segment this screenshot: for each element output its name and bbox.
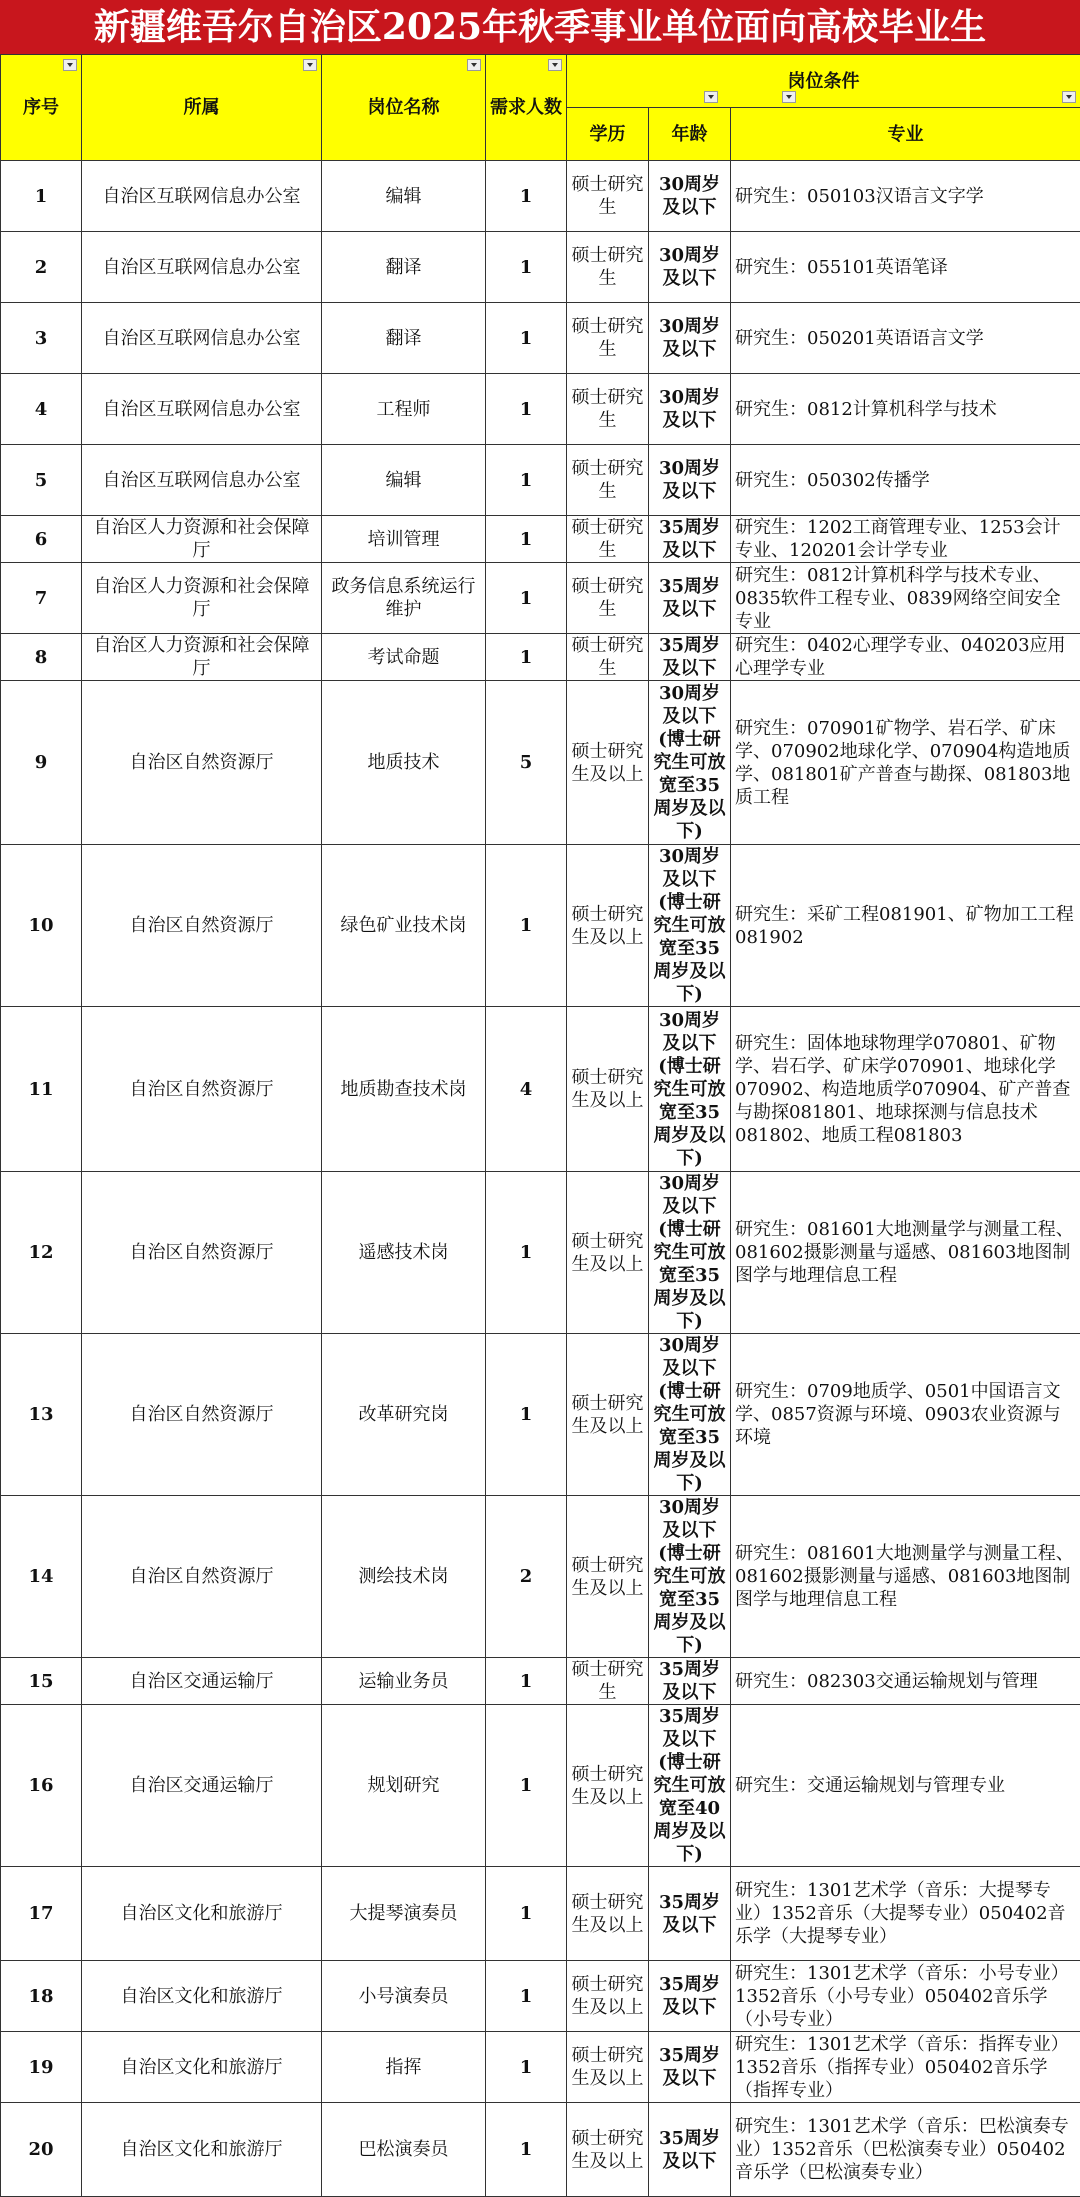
- cell-education: 硕士研究生及以上: [567, 1172, 649, 1334]
- cell-seq: 13: [1, 1334, 82, 1496]
- cell-count: 1: [486, 1658, 567, 1705]
- cell-count: 1: [486, 634, 567, 681]
- cell-education: 硕士研究生及以上: [567, 1007, 649, 1172]
- cell-education: 硕士研究生: [567, 374, 649, 445]
- cell-dept: 自治区互联网信息办公室: [82, 374, 322, 445]
- cell-age: 30周岁及以下: [649, 161, 731, 232]
- cell-age: 30周岁及以下: [649, 303, 731, 374]
- table-row: [1, 1867, 1080, 1961]
- table-row: [1, 445, 1080, 516]
- table-row: [1, 2032, 1080, 2103]
- cell-post: 遥感技术岗: [322, 1172, 486, 1334]
- filter-dropdown-icon[interactable]: [1062, 91, 1076, 103]
- cell-count: 1: [486, 2103, 567, 2197]
- cell-education: 硕士研究生及以上: [567, 1867, 649, 1961]
- cell-count: 1: [486, 374, 567, 445]
- cell-dept: 自治区互联网信息办公室: [82, 445, 322, 516]
- cell-count: 1: [486, 303, 567, 374]
- cell-education: 硕士研究生: [567, 303, 649, 374]
- cell-count: 1: [486, 516, 567, 563]
- cell-seq: 3: [1, 303, 82, 374]
- cell-post: 考试命题: [322, 634, 486, 681]
- cell-dept: 自治区自然资源厅: [82, 1007, 322, 1172]
- cell-dept: 自治区自然资源厅: [82, 1334, 322, 1496]
- table-row: [1, 1658, 1080, 1705]
- cell-seq: 10: [1, 845, 82, 1007]
- cell-major: 研究生：0812计算机科学与技术: [731, 374, 1080, 445]
- cell-post: 大提琴演奏员: [322, 1867, 486, 1961]
- cell-seq: 19: [1, 2032, 82, 2103]
- table-row: [1, 681, 1080, 845]
- cell-seq: 5: [1, 445, 82, 516]
- cell-seq: 7: [1, 563, 82, 634]
- filter-dropdown-icon[interactable]: [303, 59, 317, 71]
- cell-age: 35周岁及以下: [649, 2032, 731, 2103]
- cell-dept: 自治区交通运输厅: [82, 1705, 322, 1867]
- table-row: [1, 1172, 1080, 1334]
- cell-major: 研究生：1301艺术学（音乐：大提琴专业）1352音乐（大提琴专业）050402音乐学（大提琴专业）: [731, 1867, 1080, 1961]
- cell-education: 硕士研究生及以上: [567, 2103, 649, 2197]
- cell-count: 2: [486, 1496, 567, 1658]
- cell-major: 研究生：采矿工程081901、矿物加工工程081902: [731, 845, 1080, 1007]
- cell-age: 35周岁及以下: [649, 1961, 731, 2032]
- table-row: [1, 303, 1080, 374]
- cell-education: 硕士研究生: [567, 1658, 649, 1705]
- cell-age: 30周岁及以下(博士研究生可放宽至35周岁及以下): [649, 1172, 731, 1334]
- cell-seq: 4: [1, 374, 82, 445]
- cell-age: 30周岁及以下: [649, 374, 731, 445]
- header-age: 年龄: [649, 108, 731, 161]
- table-row: [1, 1334, 1080, 1496]
- cell-education: 硕士研究生及以上: [567, 1496, 649, 1658]
- cell-count: 1: [486, 1867, 567, 1961]
- cell-education: 硕士研究生: [567, 445, 649, 516]
- cell-count: 1: [486, 2032, 567, 2103]
- cell-education: 硕士研究生及以上: [567, 1961, 649, 2032]
- job-table: [0, 54, 1080, 2197]
- cell-age: 30周岁及以下(博士研究生可放宽至35周岁及以下): [649, 845, 731, 1007]
- cell-seq: 20: [1, 2103, 82, 2197]
- cell-post: 改革研究岗: [322, 1334, 486, 1496]
- cell-major: 研究生：070901矿物学、岩石学、矿床学、070902地球化学、070904构造地质学、081801矿产普查与勘探、081803地质工程: [731, 681, 1080, 845]
- cell-education: 硕士研究生: [567, 516, 649, 563]
- cell-count: 1: [486, 1334, 567, 1496]
- cell-seq: 12: [1, 1172, 82, 1334]
- table-row: [1, 2103, 1080, 2197]
- cell-age: 35周岁及以下: [649, 1867, 731, 1961]
- cell-seq: 8: [1, 634, 82, 681]
- filter-dropdown-icon[interactable]: [782, 91, 796, 103]
- cell-major: 研究生：0709地质学、0501中国语言文学、0857资源与环境、0903农业资源与环境: [731, 1334, 1080, 1496]
- cell-major: 研究生：050302传播学: [731, 445, 1080, 516]
- cell-dept: 自治区人力资源和社会保障厅: [82, 634, 322, 681]
- cell-post: 测绘技术岗: [322, 1496, 486, 1658]
- cell-age: 30周岁及以下(博士研究生可放宽至35周岁及以下): [649, 1496, 731, 1658]
- cell-education: 硕士研究生: [567, 232, 649, 303]
- cell-major: 研究生：0402心理学专业、040203应用心理学专业: [731, 634, 1080, 681]
- filter-dropdown-icon[interactable]: [548, 59, 562, 71]
- cell-major: 研究生：交通运输规划与管理专业: [731, 1705, 1080, 1867]
- cell-count: 1: [486, 1705, 567, 1867]
- header-seq: 序号: [1, 55, 82, 161]
- cell-age: 35周岁及以下: [649, 516, 731, 563]
- cell-age: 30周岁及以下: [649, 232, 731, 303]
- cell-dept: 自治区自然资源厅: [82, 1172, 322, 1334]
- table-row: [1, 634, 1080, 681]
- cell-seq: 17: [1, 1867, 82, 1961]
- cell-count: 1: [486, 1961, 567, 2032]
- cell-seq: 6: [1, 516, 82, 563]
- cell-post: 规划研究: [322, 1705, 486, 1867]
- cell-post: 绿色矿业技术岗: [322, 845, 486, 1007]
- cell-major: 研究生：050103汉语言文字学: [731, 161, 1080, 232]
- cell-education: 硕士研究生及以上: [567, 2032, 649, 2103]
- cell-seq: 18: [1, 1961, 82, 2032]
- cell-education: 硕士研究生: [567, 161, 649, 232]
- header-conditions: 岗位条件: [567, 55, 1080, 108]
- cell-seq: 15: [1, 1658, 82, 1705]
- cell-count: 4: [486, 1007, 567, 1172]
- cell-major: 研究生：固体地球物理学070801、矿物学、岩石学、矿床学070901、地球化学070902、构造地质学070904、矿产普查与勘探081801、地球探测与信息技术081802、地质工程081803: [731, 1007, 1080, 1172]
- cell-count: 1: [486, 161, 567, 232]
- cell-dept: 自治区自然资源厅: [82, 681, 322, 845]
- cell-count: 1: [486, 445, 567, 516]
- header-education: 学历: [567, 108, 649, 161]
- filter-dropdown-icon[interactable]: [63, 59, 77, 71]
- cell-seq: 14: [1, 1496, 82, 1658]
- cell-post: 政务信息系统运行维护: [322, 563, 486, 634]
- cell-post: 编辑: [322, 445, 486, 516]
- table-row: [1, 1705, 1080, 1867]
- cell-age: 30周岁及以下(博士研究生可放宽至35周岁及以下): [649, 681, 731, 845]
- cell-major: 研究生：1301艺术学（音乐：巴松演奏专业）1352音乐（巴松演奏专业）050402音乐学（巴松演奏专业）: [731, 2103, 1080, 2197]
- cell-dept: 自治区文化和旅游厅: [82, 2103, 322, 2197]
- header-dept: 所属: [82, 55, 322, 161]
- header-post: 岗位名称: [322, 55, 486, 161]
- cell-dept: 自治区互联网信息办公室: [82, 161, 322, 232]
- filter-dropdown-icon[interactable]: [704, 91, 718, 103]
- cell-age: 35周岁及以下: [649, 1658, 731, 1705]
- cell-major: 研究生：081601大地测量学与测量工程、081602摄影测量与遥感、081603地图制图学与地理信息工程: [731, 1496, 1080, 1658]
- table-row: [1, 516, 1080, 563]
- cell-post: 指挥: [322, 2032, 486, 2103]
- cell-education: 硕士研究生及以上: [567, 1705, 649, 1867]
- table-row: [1, 232, 1080, 303]
- cell-count: 1: [486, 1172, 567, 1334]
- cell-major: 研究生：081601大地测量学与测量工程、081602摄影测量与遥感、081603地图制图学与地理信息工程: [731, 1172, 1080, 1334]
- cell-dept: 自治区人力资源和社会保障厅: [82, 516, 322, 563]
- cell-education: 硕士研究生: [567, 634, 649, 681]
- cell-age: 30周岁及以下: [649, 445, 731, 516]
- header-major: 专业: [731, 108, 1080, 161]
- cell-count: 1: [486, 563, 567, 634]
- cell-age: 35周岁及以下: [649, 2103, 731, 2197]
- table-row: [1, 563, 1080, 634]
- cell-dept: 自治区文化和旅游厅: [82, 1867, 322, 1961]
- cell-education: 硕士研究生: [567, 563, 649, 634]
- cell-seq: 11: [1, 1007, 82, 1172]
- cell-seq: 16: [1, 1705, 82, 1867]
- cell-major: 研究生：050201英语语言文学: [731, 303, 1080, 374]
- cell-post: 编辑: [322, 161, 486, 232]
- cell-age: 30周岁及以下(博士研究生可放宽至35周岁及以下): [649, 1334, 731, 1496]
- cell-post: 地质技术: [322, 681, 486, 845]
- cell-post: 地质勘查技术岗: [322, 1007, 486, 1172]
- table-row: [1, 845, 1080, 1007]
- cell-post: 翻译: [322, 303, 486, 374]
- cell-dept: 自治区人力资源和社会保障厅: [82, 563, 322, 634]
- cell-count: 5: [486, 681, 567, 845]
- cell-dept: 自治区文化和旅游厅: [82, 2032, 322, 2103]
- cell-dept: 自治区互联网信息办公室: [82, 303, 322, 374]
- cell-seq: 2: [1, 232, 82, 303]
- cell-post: 翻译: [322, 232, 486, 303]
- table-row: [1, 1496, 1080, 1658]
- cell-major: 研究生：082303交通运输规划与管理: [731, 1658, 1080, 1705]
- page-title: 新疆维吾尔自治区2025年秋季事业单位面向高校毕业生: [0, 0, 1080, 54]
- cell-major: 研究生：055101英语笔译: [731, 232, 1080, 303]
- header-count: 需求人数: [486, 55, 567, 161]
- cell-major: 研究生：1301艺术学（音乐：小号专业）1352音乐（小号专业）050402音乐学（小号专业）: [731, 1961, 1080, 2032]
- cell-age: 30周岁及以下(博士研究生可放宽至35周岁及以下): [649, 1007, 731, 1172]
- cell-education: 硕士研究生及以上: [567, 845, 649, 1007]
- cell-dept: 自治区交通运输厅: [82, 1658, 322, 1705]
- cell-major: 研究生：0812计算机科学与技术专业、0835软件工程专业、0839网络空间安全专业: [731, 563, 1080, 634]
- cell-education: 硕士研究生及以上: [567, 681, 649, 845]
- table-row: [1, 374, 1080, 445]
- cell-age: 35周岁及以下: [649, 634, 731, 681]
- table-row: [1, 1961, 1080, 2032]
- table-row: [1, 161, 1080, 232]
- cell-post: 小号演奏员: [322, 1961, 486, 2032]
- cell-count: 1: [486, 232, 567, 303]
- filter-dropdown-icon[interactable]: [467, 59, 481, 71]
- cell-age: 35周岁及以下(博士研究生可放宽至40周岁及以下): [649, 1705, 731, 1867]
- cell-education: 硕士研究生及以上: [567, 1334, 649, 1496]
- cell-dept: 自治区自然资源厅: [82, 845, 322, 1007]
- cell-post: 培训管理: [322, 516, 486, 563]
- cell-post: 工程师: [322, 374, 486, 445]
- cell-dept: 自治区互联网信息办公室: [82, 232, 322, 303]
- cell-seq: 9: [1, 681, 82, 845]
- cell-dept: 自治区文化和旅游厅: [82, 1961, 322, 2032]
- cell-dept: 自治区自然资源厅: [82, 1496, 322, 1658]
- cell-count: 1: [486, 845, 567, 1007]
- cell-post: 运输业务员: [322, 1658, 486, 1705]
- cell-major: 研究生：1301艺术学（音乐：指挥专业）1352音乐（指挥专业）050402音乐学（指挥专业）: [731, 2032, 1080, 2103]
- table-row: [1, 1007, 1080, 1172]
- cell-age: 35周岁及以下: [649, 563, 731, 634]
- cell-seq: 1: [1, 161, 82, 232]
- cell-post: 巴松演奏员: [322, 2103, 486, 2197]
- cell-major: 研究生：1202工商管理专业、1253会计专业、120201会计学专业: [731, 516, 1080, 563]
